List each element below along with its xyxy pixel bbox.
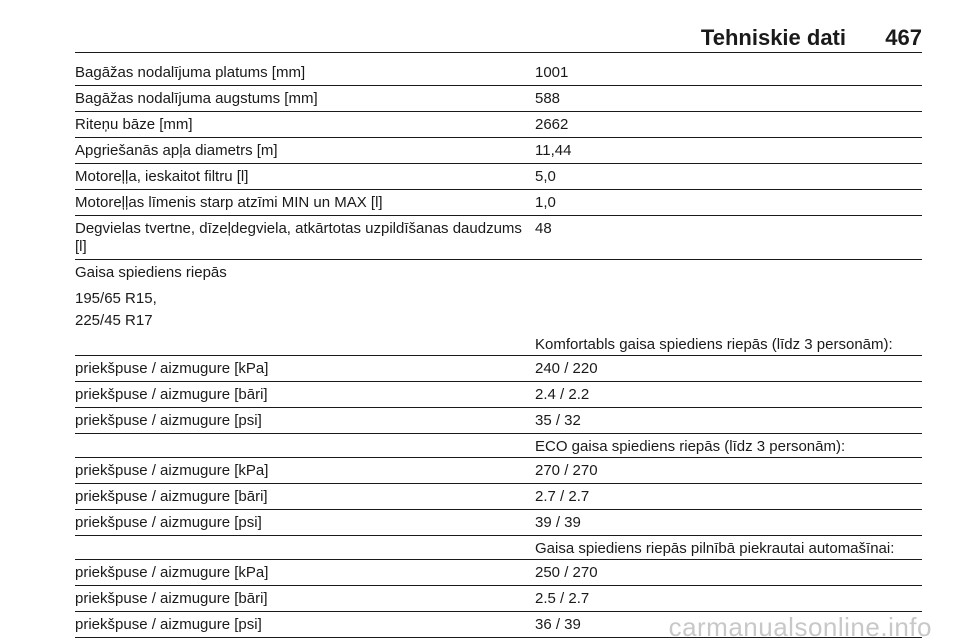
row-label: priekšpuse / aizmugure [psi]: [75, 514, 262, 531]
pressure-caption: ECO gaisa spiediens riepās (līdz 3 personām):: [535, 438, 846, 455]
pressure-caption: Gaisa spiediens riepās pilnībā piekrautai automašīnai:: [535, 540, 895, 557]
row-value: 1001: [535, 64, 569, 81]
pressure-caption: Komfortabls gaisa spiediens riepās (līdz 3 personām):: [535, 336, 893, 353]
tyre-section-title-row: [75, 264, 922, 290]
page-number: 467: [885, 25, 922, 50]
row-label: priekšpuse / aizmugure [kPa]: [75, 360, 269, 377]
row-label: priekšpuse / aizmugure [bāri]: [75, 386, 268, 403]
spec-table: [75, 64, 922, 642]
table-row: [75, 220, 922, 260]
row-value: 1,0: [535, 194, 556, 211]
row-value: 2.5 / 2.7: [535, 590, 590, 607]
pressure-caption-row: [75, 336, 922, 356]
row-value: 2662: [535, 116, 569, 133]
row-label: Degvielas tvertne, dīzeļdegviela, atkārtotas uzpildīšanas daudzums [l]: [75, 220, 522, 255]
table-row: [75, 514, 922, 536]
row-label: Apgriešanās apļa diametrs [m]: [75, 142, 278, 159]
row-value: 5,0: [535, 168, 556, 185]
row-label: priekšpuse / aizmugure [kPa]: [75, 462, 269, 479]
row-value: 270 / 270: [535, 462, 598, 479]
row-value: 48: [535, 220, 552, 237]
row-value: 240 / 220: [535, 360, 598, 377]
row-value: 588: [535, 90, 561, 107]
row-label: priekšpuse / aizmugure [psi]: [75, 616, 262, 633]
row-label: priekšpuse / aizmugure [bāri]: [75, 488, 268, 505]
row-label: priekšpuse / aizmugure [bāri]: [75, 590, 268, 607]
row-label: priekšpuse / aizmugure [kPa]: [75, 564, 269, 581]
pressure-caption-row: [75, 438, 922, 458]
tyre-size: 195/65 R15,: [75, 290, 157, 307]
row-label: Bagāžas nodalījuma augstums [mm]: [75, 90, 318, 107]
tyre-size-row: [75, 312, 922, 334]
table-row: [75, 386, 922, 408]
row-value: 35 / 32: [535, 412, 581, 429]
table-row: [75, 462, 922, 484]
row-label: Bagāžas nodalījuma platums [mm]: [75, 64, 306, 81]
row-label: Motoreļļa, ieskaitot filtru [l]: [75, 168, 249, 185]
table-row: [75, 590, 922, 612]
row-value: 2.7 / 2.7: [535, 488, 590, 505]
table-row: [75, 412, 922, 434]
table-row: [75, 90, 922, 112]
row-value: 39 / 39: [535, 514, 581, 531]
tyre-size: 225/45 R17: [75, 312, 153, 329]
table-row: [75, 564, 922, 586]
row-label: Motoreļļas līmenis starp atzīmi MIN un MAX [l]: [75, 194, 383, 211]
tyre-section-title: Gaisa spiediens riepās: [75, 264, 227, 281]
page-header: [75, 22, 922, 53]
row-value: 11,44: [535, 142, 572, 159]
pressure-caption-row: [75, 540, 922, 560]
table-row: [75, 116, 922, 138]
watermark: carmanualsonline.info: [668, 612, 932, 642]
table-row: [75, 142, 922, 164]
table-row: [75, 360, 922, 382]
row-value: 2.4 / 2.2: [535, 386, 590, 403]
table-row: [75, 488, 922, 510]
tyre-size-row: [75, 290, 922, 312]
table-row: [75, 168, 922, 190]
row-value: 250 / 270: [535, 564, 598, 581]
table-row: [75, 64, 922, 86]
page-title: Tehniskie dati: [700, 25, 846, 50]
row-label: priekšpuse / aizmugure [psi]: [75, 412, 262, 429]
table-row: [75, 194, 922, 216]
row-label: Riteņu bāze [mm]: [75, 116, 193, 133]
row-value: 36 / 39: [535, 616, 581, 633]
